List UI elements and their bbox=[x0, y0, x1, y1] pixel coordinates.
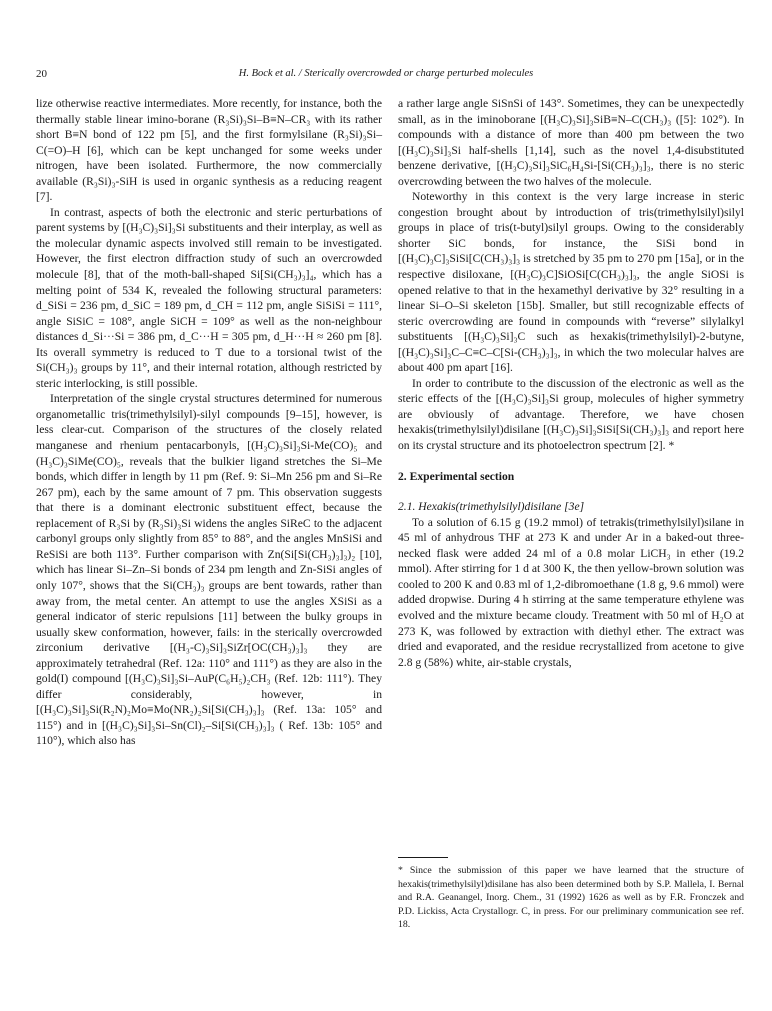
page-header bbox=[36, 68, 736, 84]
body-paragraph: To a solution of 6.15 g (19.2 mmol) of tetrakis(trimethylsilyl)silane in 45 ml of anhydrous THF at 273 K and under Ar in a baked-out three-necked flask were added 24 ml of a 0.8 molar LiCH₃ in ether (19.2 mmol). After stirring for 1 d at 300 K, the then yellow-brown solution was cooled to 200 K and 0.83 ml of 1,2-dibromoethane (1.8 g, 9.6 mmol) were added dropwise. During 4 h stirring at the same temperature ethylene was evolved and the mixture became cloudy. Treatment with 50 ml of H₂O at 273 K, was followed by extraction with diethyl ether. The extract was dried and evaporated, and the residue recrystallized from acetone to give 2.8 g (58%) white, air-stable crystals, bbox=[398, 515, 744, 669]
footnote: * Since the submission of this paper we have learned that the structure of hexakis(trimethylsilyl)disilane has also been determined both by S.P. Mallela, I. Bernal and R.A. Geanangel, Inorg. Chem., 31 (1992) 1626 as well as by F.R. Fronczek and P.D. Lickiss, Acta Crystallogr. C, in press. For our preliminary communication see ref. 18. bbox=[398, 865, 744, 930]
body-paragraph: Interpretation of the single crystal structures determined for numerous organometallic tris(trimethylsilyl)-silyl compounds [9–15], however, is less clear-cut. Comparison of the structures of the closely related manganese and rhenium pentacarbonyls, [(H₃C)₃Si]₃Si-Me(CO)₅ and (H₃C)₃SiMe(CO)₅, reveals that the bulkier ligand stretches the Si–Me bonds, which differ in length by 11 pm (Ref. 9: Si–Mn 256 pm and Si–Re 267 pm), each by the same amount of 7 pm. This observation suggests that there is a dominant electronic substituent effect, because the replacement of R₃Si by (R₃Si)₃Si widens the angles SiReC to the adjacent carbonyl groups only slightly from 85° to 88°, and the angles MnSiSi and ReSiSi are both 113°. Further comparison with Zn(Si[Si(CH₃)₃]₃)₂ [10], which has linear Si–Zn–Si bonds of 234 pm length and Zn-SiSi angles of only 107°, shows that the Si(CH₃)₃ groups are bent towards, rather than away from, the metal center. An attempt to use the angles XSiSi as a general indicator of steric repulsions [11] between the bulky groups in usually skew conformation, however, fails: in the sterically overcrowded zirconium derivative [(H₃-C)₃Si]₃SiZr[OC(CH₃)₃]₃ they are approximately tetrahedral (Ref. 12a: 110° and 111°) as they are also in the gold(I) compound [(H₃C)₃Si]₃Si–AuP(C₆H₅)₂CH₃ (Ref. 12b: 111°). They differ considerably, however, in [(H₃C)₃Si]₃Si(R₂N)₂Mo≡Mo(NR₂)₂Si[Si(CH₃)₃]₃ (Ref. 13a: 105° and 115°) and in [(H₃C)₃Si]₃Si–Sn(Cl)₂–Si[Si(CH₃)₃]₃ ( Ref. 13b: 105° and 110°), which also has bbox=[36, 392, 382, 748]
subsection-heading: 2.1. Hexakis(trimethylsilyl)disilane [3e] bbox=[398, 500, 585, 514]
right-column bbox=[398, 96, 744, 670]
left-column bbox=[36, 96, 382, 749]
body-paragraph: Noteworthy in this context is the very large increase in steric congestion brought about by introduction of tris(trimethylsilyl)silyl groups in place of tris(t-butyl)silyl groups. Owing to the considerably shorter SiC bonds, for instance, the SiSi bond in [(H₃C)₃C]₃SiSi[C(CH₃)₃]₃ is stretched by 35 pm to 270 pm [15a], or in the respective disiloxane, [(H₃C)₃C]SiOSi[C(CH₃)₃]₃, the angle SiOSi is opened relative to that in the hexamethyl derivative by 32° resulting in a linear Si–O–Si skeleton [15b]. Smaller, but still recognizable effects of steric overcrowding are found in compounds with “reverse” silylalkyl substituents [(H₃C)₃Si]₃C such as hexakis(trimethylsilyl)-2-butyne, [(H₃C)₃Si]₃C–C≡C–C[Si-(CH₃)₃]₃, in which the two molecular halves are about 400 pm apart [16]. bbox=[398, 190, 744, 375]
body-paragraph: a rather large angle SiSnSi of 143°. Sometimes, they can be unexpectedly small, as in the iminoborane [(H₃C)₃Si]₃SiB≡N–C(CH₃)₃ ([5]: 102°). In compounds with a distance of more than 400 pm between the two [(H₃C)₃Si]₃Si half-shells [1,14], such as the novel 1,4-disubstituted benzene derivative, [(H₃C)₃Si]₃SiC₆H₄Si-[Si(CH₃)₃]₃, there is no steric overcrowding between the two halves of the molecule. bbox=[398, 97, 744, 188]
body-paragraph: In contrast, aspects of both the electronic and steric perturbations of parent systems by [(H₃C)₃Si]₃Si substituents and their interplay, as well as the molecular dynamic aspects involved still remain to be investigated. However, the first electron diffraction study of such an overcrowded molecule [8], that of the moth-ball-shaped Si[Si(CH₃)₃]₄, which has a melting point of 534 K, revealed the following structural parameters: d_SiSi = 236 pm, d_SiC = 189 pm, d_CH = 112 pm, angle SiSiSi = 111°, angle SiSiC = 108°, angle SiCH = 109° as well as the non-neighbour distances d_Si···Si = 386 pm, d_C···H = 305 pm, d_H···H ≈ 260 pm [8]. Its overall symmetry is reduced to T due to a torsional twist of the Si(CH₃)₃ groups by 11°, and their internal rotation, although restricted by steric interlocking, is still possible. bbox=[36, 205, 382, 390]
body-paragraph: In order to contribute to the discussion of the electronic as well as the steric effects of the [(H₃C)₃Si]₃Si group, molecules of higher symmetry are obviously of advantage. Therefore, we have chosen hexakis(trimethylsilyl)disilane [(H₃C)₃Si]₃SiSi[Si(CH₃)₃]₃ and report here on its crystal structure and its photoelectron spectrum [2]. * bbox=[398, 376, 744, 453]
footnote-rule bbox=[398, 857, 448, 858]
page-number: 20 bbox=[36, 68, 47, 80]
section-heading: 2. Experimental section bbox=[398, 469, 515, 483]
body-paragraph: lize otherwise reactive intermediates. More recently, for instance, both the thermally stable linear imino-borane (R₃Si)₃Si–B≡N–CR₃ with its rather short B≡N bond of 122 pm [5], and the first formylsilane (R₃Si)₃Si–C(=O)–H [6], which can be kept unchanged for some weeks under nitrogen, have been isolated. Furthermore, the now commercially available (R₃Si)₃-SiH is used in organic synthesis as a reducing reagent [7]. bbox=[36, 97, 382, 204]
running-head: H. Bock et al. / Sterically overcrowded or charge perturbed molecules bbox=[238, 68, 534, 79]
